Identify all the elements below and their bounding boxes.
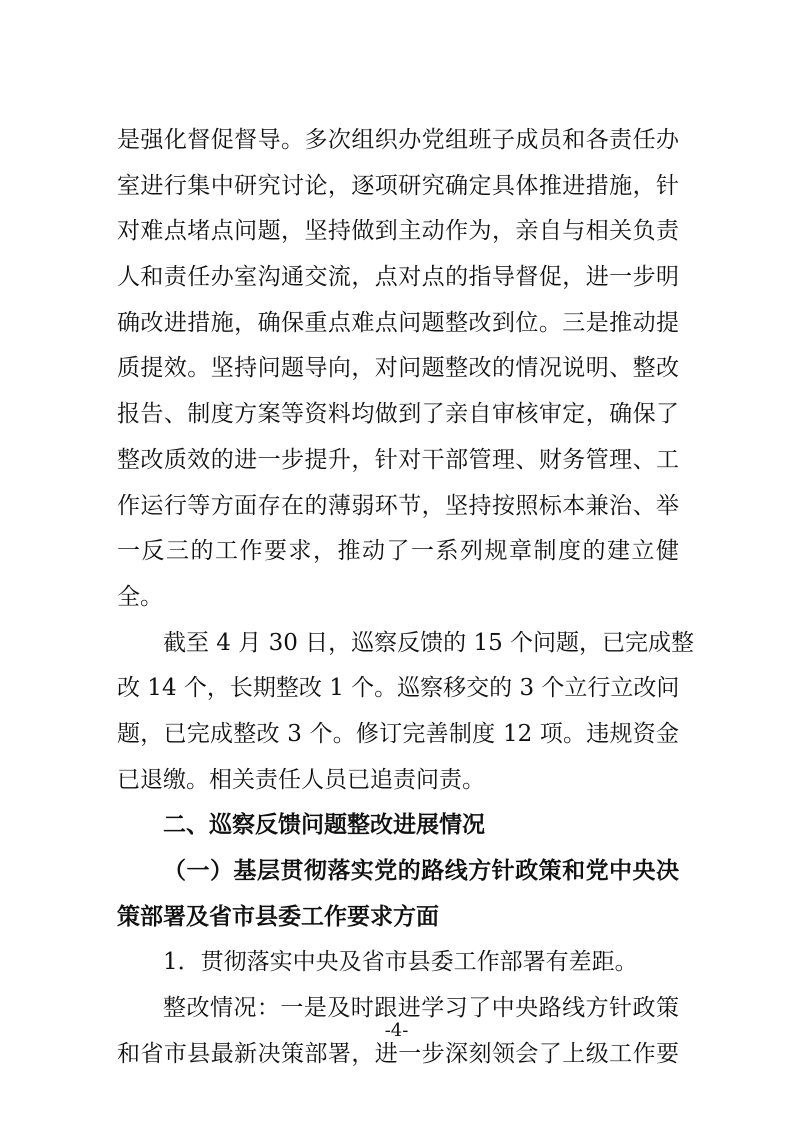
paragraph-line: 题，已完成整改 3 个。修订完善制度 12 项。违规资金 <box>117 720 679 747</box>
section-heading: 二、巡察反馈问题整改进展情况 <box>163 812 485 839</box>
paragraph-line: 整改情况：一是及时跟进学习了中央路线方针政策 <box>163 995 679 1022</box>
paragraph-line: 全。 <box>117 583 163 610</box>
paragraph-line: 报告、制度方案等资料均做到了亲自审核审定，确保了 <box>117 401 679 428</box>
item-heading: 1．贯彻落实中央及省市县委工作部署有差距。 <box>163 949 638 976</box>
subsection-heading: （一）基层贯彻落实党的路线方针政策和党中央决 <box>163 858 679 884</box>
paragraph-line: 整改质效的进一步提升，针对干部管理、财务管理、工 <box>117 446 679 473</box>
paragraph-line: 一反三的工作要求，推动了一系列规章制度的建立健 <box>117 538 679 565</box>
subsection-heading: 策部署及省市县委工作要求方面 <box>117 903 439 930</box>
paragraph-line: 改 14 个，长期整改 1 个。巡察移交的 3 个立行立改问 <box>117 675 680 702</box>
paragraph-line: 已退缴。相关责任人员已追责问责。 <box>117 766 485 793</box>
paragraph-line: 和省市县最新决策部署，进一步深刻领会了上级工作要 <box>117 1040 679 1067</box>
paragraph-line: 是强化督促督导。多次组织办党组班子成员和各责任办 <box>117 127 679 153</box>
page-number: -4- <box>384 1020 409 1041</box>
document-body <box>117 118 695 1077</box>
paragraph-line: 截至 4 月 30 日，巡察反馈的 15 个问题，已完成整 <box>163 629 695 656</box>
paragraph-line: 室进行集中研究讨论，逐项研究确定具体推进措施，针 <box>117 172 679 199</box>
paragraph-line: 对难点堵点问题，坚持做到主动作为，亲自与相关负责 <box>117 218 679 245</box>
paragraph-line: 人和责任办室沟通交流，点对点的指导督促，进一步明 <box>117 264 679 291</box>
paragraph-line: 作运行等方面存在的薄弱环节，坚持按照标本兼治、举 <box>117 492 679 519</box>
paragraph-line: 质提效。坚持问题导向，对问题整改的情况说明、整改 <box>117 355 679 382</box>
paragraph-line: 确改进措施，确保重点难点问题整改到位。三是推动提 <box>117 309 679 336</box>
